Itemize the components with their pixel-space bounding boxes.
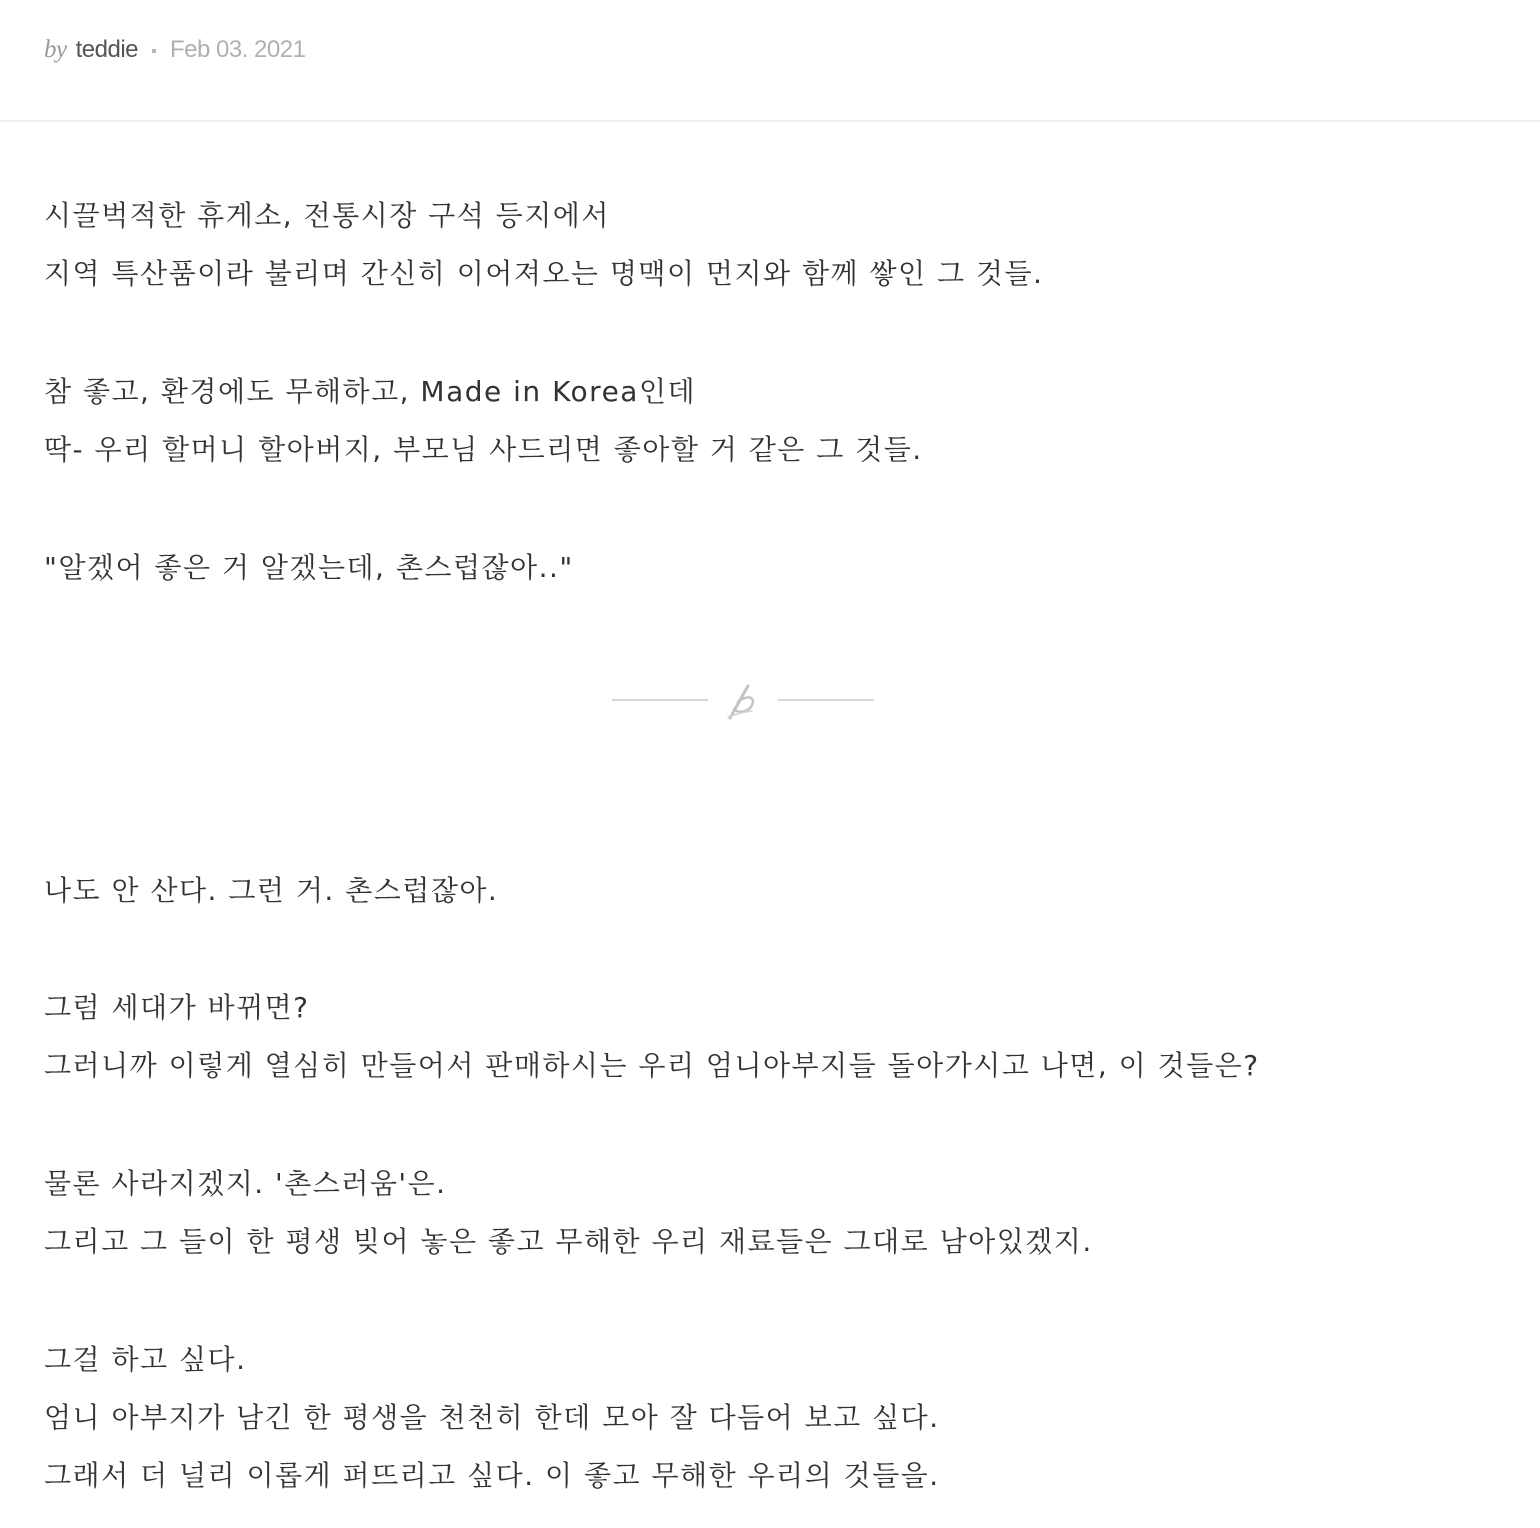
text-line: 그래서 더 널리 이롭게 퍼뜨리고 싶다. 이 좋고 무해한 우리의 것들을. [44,1459,940,1492]
paragraph [44,539,574,597]
byline-dot-separator [152,49,156,53]
section-separator [612,678,874,722]
post-byline [44,28,305,72]
text-line: 그럼 세대가 바뀌면? [44,991,310,1024]
paragraph [44,363,923,479]
paragraph [44,1331,940,1505]
author-link[interactable]: teddie [75,36,138,63]
byline-prefix: by [44,36,67,63]
paragraph [44,187,1043,303]
text-line: 엄니 아부지가 남긴 한 평생을 천천히 한데 모아 잘 다듬어 보고 싶다. [44,1401,940,1434]
text-line: 딱- 우리 할머니 할아버지, 부모님 사드리면 좋아할 거 같은 그 것들. [44,433,923,466]
text-line: 그리고 그 들이 한 평생 빚어 놓은 좋고 무해한 우리 재료들은 그대로 남아있겠지. [44,1225,1093,1258]
text-line: 지역 특산품이라 불리며 간신히 이어져오는 명맥이 먼지와 함께 쌓인 그 것들. [44,257,1044,290]
brunch-b-ornament-icon [728,686,753,718]
text-line: 참 좋고, 환경에도 무해하고, Made in Korea인데 [44,375,697,408]
paragraph [44,862,498,920]
text-line: "알겠어 좋은 거 알겠는데, 촌스럽잖아.." [44,551,574,584]
header-divider [0,120,1540,122]
text-line: 시끌벅적한 휴게소, 전통시장 구석 등지에서 [44,199,610,232]
text-line: 나도 안 산다. 그런 거. 촌스럽잖아. [44,874,499,907]
paragraph [44,979,1260,1095]
text-line: 물론 사라지겠지. '촌스러움'은. [44,1167,447,1200]
text-line: 그러니까 이렇게 열심히 만들어서 판매하시는 우리 엄니아부지들 돌아가시고 나면, 이 것들은? [44,1049,1260,1082]
publish-date: Feb 03. 2021 [170,36,306,63]
text-line: 그걸 하고 싶다. [44,1343,247,1376]
paragraph [44,1155,1093,1271]
